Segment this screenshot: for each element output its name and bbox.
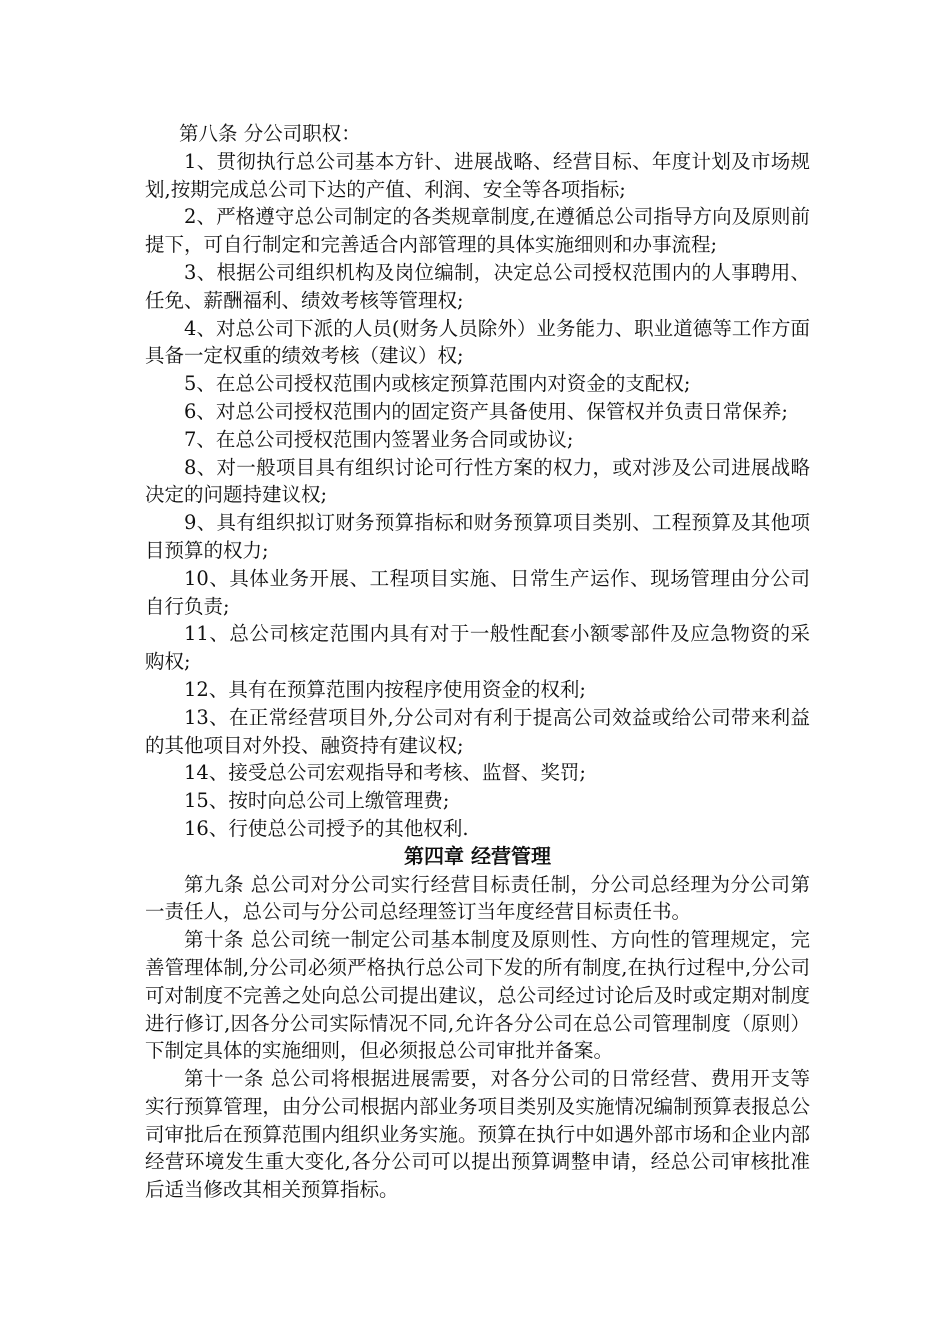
chapter-4-title: 第四章 经营管理 (404, 843, 551, 868)
article-8-item-15: 15、按时向总公司上缴管理费; (184, 789, 450, 813)
article-8-item-10: 10、具体业务开展、工程项目实施、日常生产运作、现场管理由分公司自行负责; (145, 566, 810, 618)
article-8-item-9: 9、具有组织拟订财务预算指标和财务预算项目类别、工程预算及其他项目预算的权力; (145, 511, 810, 562)
article-8-item-16: 16、行使总公司授予的其他权利. (184, 816, 469, 840)
article-11: 第十一条 总公司将根据进展需要，对各分公司的日常经营、费用开支等实行预算管理，由分公司根据内部业务项目类别及实施情况编制预算表报总公司审批后在预算范围内组织业务实施。预算在执行中如遇外部市场和企业内部经营环境发生重大变化,各分公司可以提出预算调整申请，经总公司审核批准后适当修改其相关预算指标。 (145, 1067, 810, 1202)
article-8-item-8: 8、对一般项目具有组织讨论可行性方案的权力，或对涉及公司进展战略决定的问题持建议权; (145, 455, 810, 507)
article-8-item-6: 6、对总公司授权范围内的固定资产具备使用、保管权并负责日常保养; (184, 399, 788, 423)
article-8-item-2: 2、严格遵守总公司制定的各类规章制度,在遵循总公司指导方向及原则前提下，可自行制定和完善适合内部管理的具体实施细则和办事流程; (145, 205, 810, 257)
document-body (145, 120, 810, 1204)
article-8-item-13: 13、在正常经营项目外,分公司对有利于提高公司效益或给公司带来利益的其他项目对外投、融资持有建议权; (145, 705, 810, 757)
article-9: 第九条 总公司对分公司实行经营目标责任制，分公司总经理为分公司第一责任人，总公司与分公司总经理签订当年度经营目标责任书。 (145, 872, 810, 924)
article-8-item-12: 12、具有在预算范围内按程序使用资金的权利; (184, 677, 586, 701)
article-8-item-3: 3、根据公司组织机构及岗位编制，决定总公司授权范围内的人事聘用、任免、薪酬福利、绩效考核等管理权; (145, 260, 810, 312)
article-8-item-7: 7、在总公司授权范围内签署业务合同或协议; (184, 427, 574, 451)
article-8-item-14: 14、接受总公司宏观指导和考核、监督、奖罚; (184, 761, 586, 785)
article-10: 第十条 总公司统一制定公司基本制度及原则性、方向性的管理规定，完善管理体制,分公司必须严格执行总公司下发的所有制度,在执行过程中,分公司可对制度不完善之处向总公司提出建议，总公司经过讨论后及时或定期对制度进行修订,因各分公司实际情况不同,允许各分公司在总公司管理制度（原则）下制定具体的实施细则，但必须报总公司审批并备案。 (145, 928, 810, 1063)
article-8-item-4: 4、对总公司下派的人员(财务人员除外）业务能力、职业道德等工作方面具备一定权重的绩效考核（建议）权; (145, 316, 810, 368)
article-8-item-11: 11、总公司核定范围内具有对于一般性配套小额零部件及应急物资的采购权; (145, 622, 810, 674)
article-8-item-1: 1、贯彻执行总公司基本方针、进展战略、经营目标、年度计划及市场规划,按期完成总公司下达的产值、利润、安全等各项指标; (145, 149, 810, 201)
article-8-heading: 第八条 分公司职权： (179, 122, 361, 145)
article-8-item-5: 5、在总公司授权范围内或核定预算范围内对资金的支配权; (184, 372, 691, 396)
